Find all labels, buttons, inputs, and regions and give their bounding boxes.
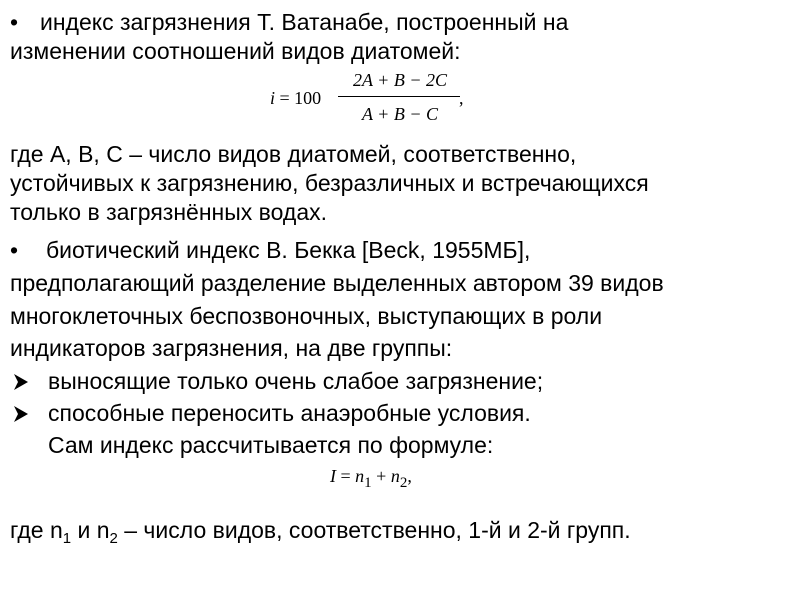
watanabe-formula-denominator: A + B − C bbox=[362, 104, 438, 124]
beck-text-line-4: индикаторов загрязнения, на две группы: bbox=[10, 335, 453, 361]
beck-formula bbox=[330, 466, 412, 491]
formula-term-n2: n bbox=[390, 466, 400, 486]
beck-text-line-3: многоклеточных беспозвоночных, выступающих в роли bbox=[10, 303, 603, 329]
bullet-dot: • bbox=[10, 237, 19, 263]
formula-plus: + bbox=[376, 466, 387, 486]
final-subscript-2: 2 bbox=[109, 530, 118, 547]
watanabe-formula-lhs bbox=[270, 88, 321, 109]
final-middle: и n bbox=[71, 517, 110, 543]
arrow-bullet-icon bbox=[12, 404, 30, 424]
formula-term-n1: n bbox=[355, 466, 365, 486]
final-subscript-1: 1 bbox=[62, 530, 72, 547]
formula-variable-i: i bbox=[270, 88, 276, 108]
sub-item-2: способные переносить анаэробные условия. bbox=[48, 400, 531, 426]
fraction-bar bbox=[338, 96, 460, 97]
formula-coefficient: 100 bbox=[294, 88, 322, 108]
watanabe-explanation-line-1: где А, В, С – число видов диатомей, соответственно, bbox=[10, 141, 577, 167]
watanabe-explanation-line-2: устойчивых к загрязнению, безразличных и встречающихся bbox=[10, 170, 649, 196]
beck-text-line-2: предполагающий разделение выделенных автором 39 видов bbox=[10, 270, 664, 296]
final-suffix: – число видов, соответственно, 1-й и 2-й групп. bbox=[117, 517, 631, 543]
final-prefix: где n bbox=[10, 517, 63, 543]
formula-equals: = bbox=[340, 466, 351, 486]
formula-variable-I: I bbox=[330, 466, 336, 486]
watanabe-text-line-2: изменении соотношений видов диатомей: bbox=[10, 38, 461, 64]
formula-comma: , bbox=[459, 88, 464, 108]
watanabe-explanation-line-3: только в загрязнённых водах. bbox=[10, 199, 328, 225]
bullet-dot: • bbox=[10, 9, 19, 35]
watanabe-text-line-1: индекс загрязнения Т. Ватанабе, построенный на bbox=[40, 9, 569, 35]
arrow-bullet-icon bbox=[12, 372, 30, 392]
formula-equals: = bbox=[279, 88, 290, 108]
final-explanation bbox=[10, 516, 631, 545]
formula-intro: Сам индекс рассчитывается по формуле: bbox=[48, 432, 494, 458]
watanabe-formula-numerator: 2A + B − 2C bbox=[353, 70, 447, 90]
formula-comma: , bbox=[407, 466, 412, 486]
beck-text-line-1: биотический индекс В. Бекка [Beck, 1955МБ], bbox=[46, 237, 531, 263]
sub-item-1: выносящие только очень слабое загрязнение; bbox=[48, 368, 544, 394]
formula-subscript-2: 2 bbox=[399, 475, 408, 491]
formula-subscript-1: 1 bbox=[364, 475, 372, 491]
